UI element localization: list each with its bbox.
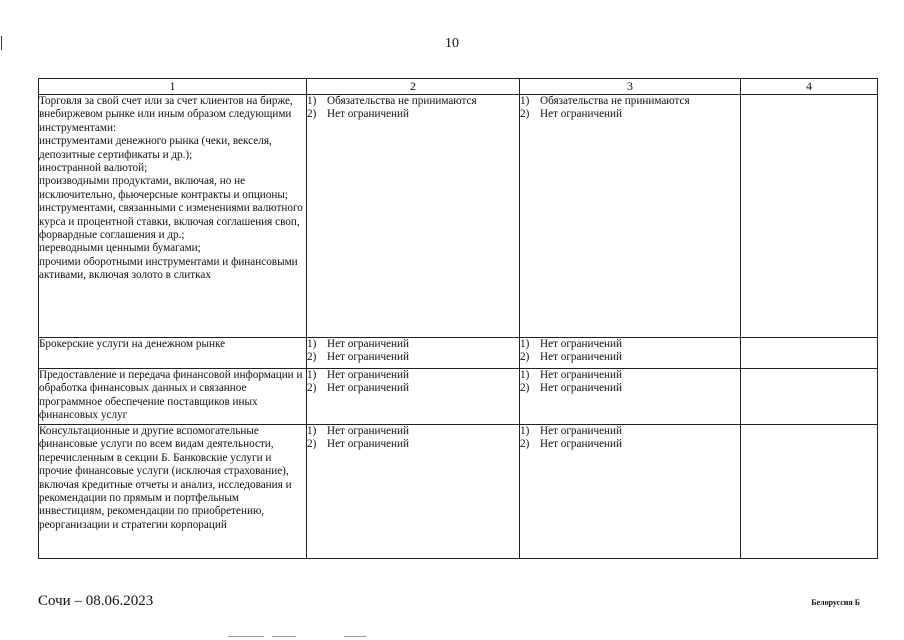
sector-text: иностранной валютой; (39, 162, 148, 175)
sector-cell (39, 95, 307, 338)
additional-commitments-cell (741, 95, 878, 338)
item-number: 2) (307, 382, 317, 395)
list-item (520, 351, 740, 364)
list-item (520, 338, 740, 351)
national-treatment-cell (520, 338, 741, 369)
footer-country: Белоруссия Б (811, 598, 860, 607)
table-row (39, 95, 878, 338)
column-header-1: 1 (39, 79, 307, 95)
item-number: 1) (520, 338, 530, 350)
list-item (307, 108, 519, 121)
market-access-cell (307, 369, 520, 425)
market-access-cell (307, 338, 520, 369)
item-text: Нет ограничений (327, 369, 409, 381)
item-text: Нет ограничений (540, 338, 622, 350)
item-number: 1) (307, 425, 317, 437)
list-item (520, 95, 740, 108)
item-text: Нет ограничений (327, 438, 409, 451)
list-item (307, 95, 519, 108)
additional-commitments-cell (741, 369, 878, 425)
sector-text: переводными ценными бумагами; (39, 242, 201, 255)
list-item (307, 369, 519, 382)
market-access-cell (307, 95, 520, 338)
item-text: Нет ограничений (327, 351, 409, 364)
list-item (307, 382, 519, 395)
sector-text: Предоставление и передача финансовой информации и обработка финансовых данных и связанное программное обеспечение поставщиков иных финансовых услуг (39, 369, 303, 422)
sector-cell (39, 338, 307, 369)
sector-text: прочими оборотными инструментами и финансовыми активами, включая золото в слитках (39, 255, 298, 282)
national-treatment-cell (520, 369, 741, 425)
item-text: Нет ограничений (327, 425, 409, 437)
item-number: 2) (307, 438, 317, 451)
table-row (39, 338, 878, 369)
column-header-3: 3 (520, 79, 741, 95)
item-text: Нет ограничений (327, 108, 409, 121)
item-text: Нет ограничений (540, 382, 622, 395)
market-access-cell (307, 425, 520, 559)
item-text: Нет ограничений (540, 425, 622, 437)
list-item (307, 351, 519, 364)
list-item (307, 425, 519, 438)
scan-artifact-line (272, 636, 296, 637)
item-text: Нет ограничений (327, 382, 409, 395)
column-header-4: 4 (741, 79, 878, 95)
additional-commitments-cell (741, 425, 878, 559)
item-number: 2) (307, 351, 317, 364)
additional-commitments-cell (741, 338, 878, 369)
item-number: 2) (520, 382, 530, 395)
page-number: 10 (445, 36, 459, 51)
list-item (520, 108, 740, 121)
national-treatment-cell (520, 425, 741, 559)
footer-place-date: Сочи – 08.06.2023 (38, 593, 154, 609)
item-number: 2) (520, 108, 530, 121)
item-text: Нет ограничений (540, 369, 622, 381)
item-number: 2) (307, 108, 317, 121)
item-number: 1) (307, 95, 317, 107)
list-item (307, 338, 519, 351)
item-text: Нет ограничений (327, 338, 409, 350)
table-row (39, 425, 878, 559)
table-row (39, 369, 878, 425)
item-number: 2) (520, 351, 530, 364)
item-number: 1) (520, 369, 530, 381)
item-text: Нет ограничений (540, 351, 622, 364)
sector-text: инструментами денежного рынка (чеки, векселя, депозитные сертификаты и др.); (39, 135, 272, 161)
table-header-row (39, 79, 878, 95)
sector-text: Торговля за свой счет или за счет клиентов на бирже, внебиржевом рынке или иным образом следующими инструментами: (39, 95, 293, 134)
sector-text: производными продуктами, включая, но не исключительно, фьючерсные контракты и опционы; (39, 175, 288, 201)
list-item (520, 438, 740, 451)
list-item (520, 382, 740, 395)
item-text: Нет ограничений (540, 438, 622, 451)
scan-artifact-line (228, 636, 264, 637)
item-text: Нет ограничений (540, 108, 622, 121)
list-item (520, 369, 740, 382)
item-number: 1) (520, 95, 530, 107)
item-number: 1) (307, 338, 317, 350)
list-item (307, 438, 519, 451)
item-number: 2) (520, 438, 530, 451)
sector-cell (39, 425, 307, 559)
national-treatment-cell (520, 95, 741, 338)
item-text: Обязательства не принимаются (327, 95, 477, 107)
item-number: 1) (520, 425, 530, 437)
sector-text: инструментами, связанными с изменениями валютного курса и процентной ставки, включая соглашения своп, форвардные соглашения и др.; (39, 202, 303, 242)
commitments-table (38, 78, 878, 559)
sector-cell (39, 369, 307, 425)
item-number: 1) (307, 369, 317, 381)
column-header-2: 2 (307, 79, 520, 95)
sector-text: Консультационные и другие вспомогательные финансовые услуги по всем видам деятельности, перечисленным в секции Б. Банковские услуги и прочие финансовые услуги (исключая страхование), включая кредитные отчеты и анализ, исследования и рекомендации по прямым и портфельным инвестициям, рекомендации по приобретению, реорганизации и стратегии корпораций (39, 425, 292, 531)
scan-artifact-line (344, 636, 366, 637)
item-text: Обязательства не принимаются (540, 95, 690, 107)
sector-text: Брокерские услуги на денежном рынке (39, 338, 226, 350)
list-item (520, 425, 740, 438)
